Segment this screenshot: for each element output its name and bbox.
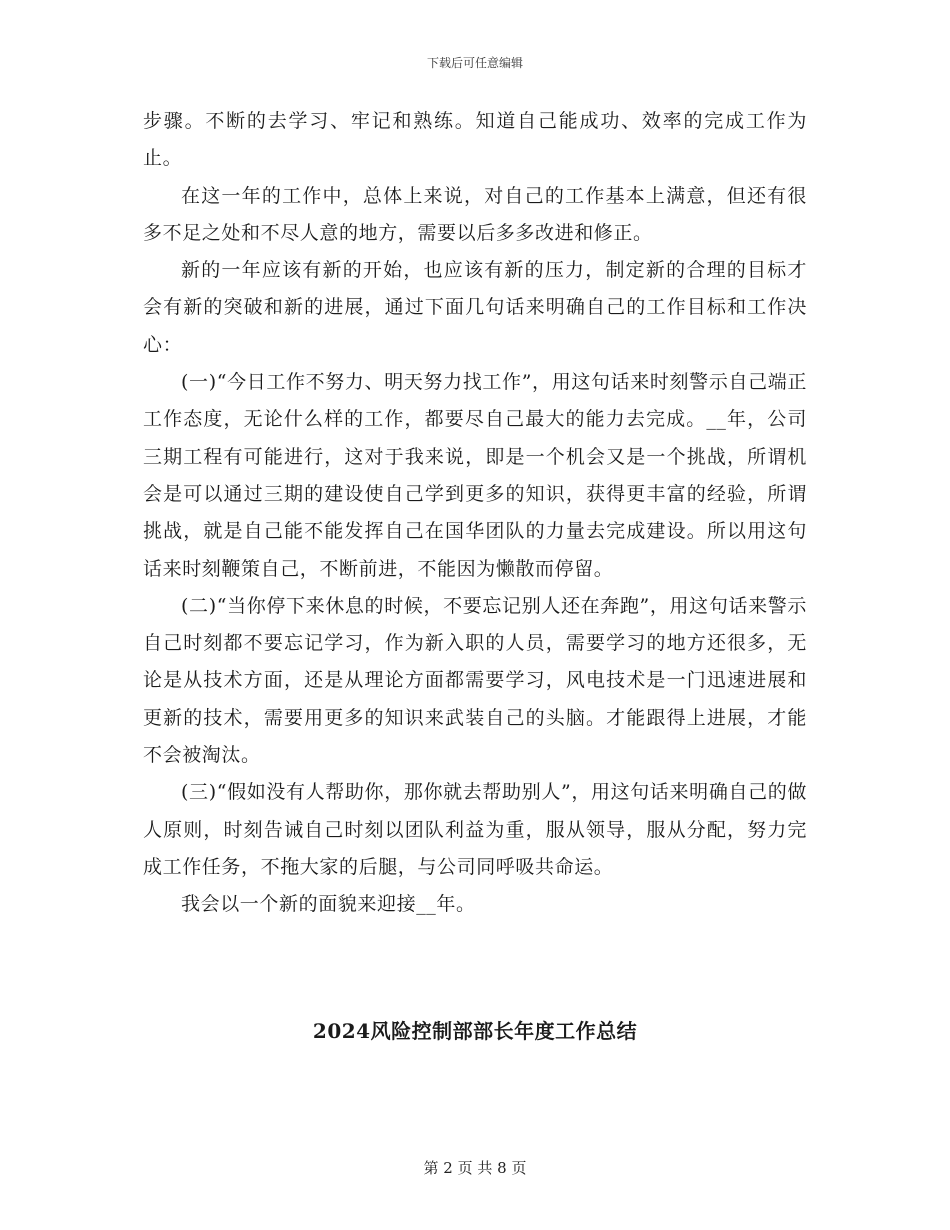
paragraph-summary: 在这一年的工作中，总体上来说，对自己的工作基本上满意，但还有很多不足之处和不尽人意的地方，需要以后多多改进和修正。 [143, 184, 807, 244]
header-note: 下载后可任意编辑 [426, 56, 523, 70]
paragraph-point-two: (二)“当你停下来休息的时候，不要忘记别人还在奔跑”，用这句话来警示自己时刻都不要忘记学习，作为新入职的人员，需要学习的地方还很多，无论是从技术方面，还是从理论方面都需要学习，风电技术是一门迅速进展和更新的技术，需要用更多的知识来武装自己的头脑。才能跟得上进展，才能不会被淘汰。 [143, 594, 807, 767]
page-number: 第 2 页 共 8 页 [423, 1159, 527, 1177]
paragraph-point-three: (三)“假如没有人帮助你，那你就去帮助别人”，用这句话来明确自己的做人原则，时刻告诫自己时刻以团队利益为重，服从领导，服从分配，努力完成工作任务，不拖大家的后腿，与公司同呼吸共命运。 [143, 781, 807, 878]
paragraph-point-one: (一)“今日工作不努力、明天努力找工作”，用这句话来时刻警示自己端正工作态度，无论什么样的工作，都要尽自己最大的能力去完成。__年，公司三期工程有可能进行，这对于我来说，即是一个机会又是一个挑战，所谓机会是可以通过三期的建设使自己学到更多的知识，获得更丰富的经验，所谓挑战，就是自己能不能发挥自己在国华团队的力量去完成建设。所以用这句话来时刻鞭策自己，不断前进，不能因为懒散而停留。 [143, 371, 807, 580]
paragraph-continuation: 步骤。不断的去学习、牢记和熟练。知道自己能成功、效率的完成工作为止。 [143, 110, 807, 170]
paragraph-new-year-goals: 新的一年应该有新的开始，也应该有新的压力，制定新的合理的目标才会有新的突破和新的进展，通过下面几句话来明确自己的工作目标和工作决心： [143, 259, 807, 356]
document-body [143, 103, 807, 924]
document-title: 2024风险控制部部长年度工作总结 [312, 1019, 638, 1043]
paragraph-closing: 我会以一个新的面貌来迎接__年。 [181, 893, 476, 916]
